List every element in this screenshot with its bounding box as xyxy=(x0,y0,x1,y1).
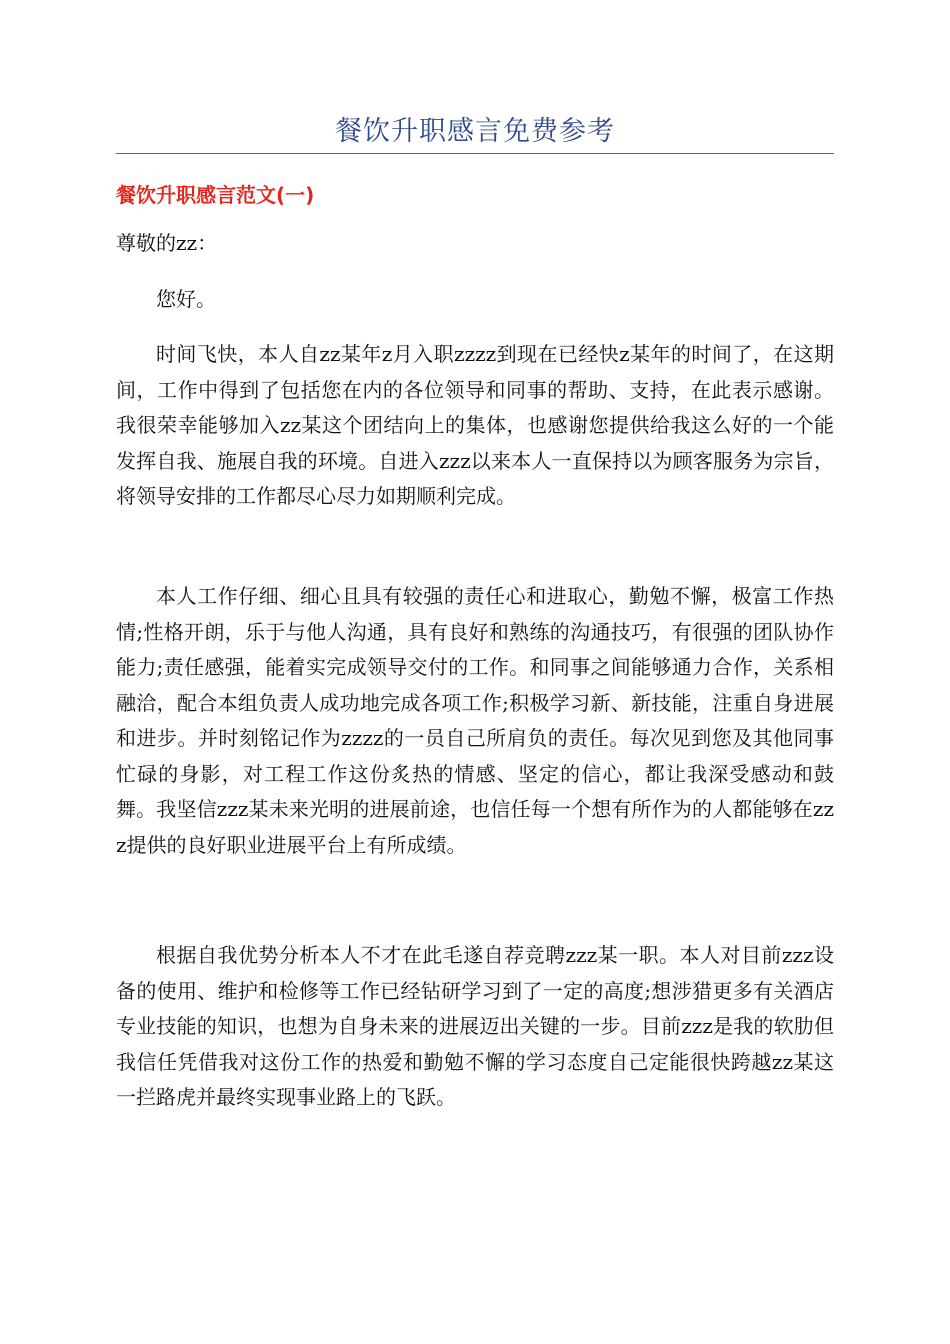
body-paragraph-2: 本人工作仔细、细心且具有较强的责任心和进取心，勤勉不懈，极富工作热情;性格开朗，乐于与他人沟通，具有良好和熟练的沟通技巧，有很强的团队协作能力;责任感强，能着实完成领导交付的工作。和同事之间能够通力合作，关系相融洽，配合本组负责人成功地完成各项工作;积极学习新、新技能，注重自身进展和进步。并时刻铭记作为zzzz的一员自己所肩负的责任。每次见到您及其他同事忙碌的身影，对工程工作这份炙热的情感、坚定的信心，都让我深受感动和鼓舞。我坚信zzz某未来光明的进展前途，也信任每一个想有所作为的人都能够在zzz提供的良好职业进展平台上有所成绩。 xyxy=(116,584,834,857)
title-underline xyxy=(116,153,834,154)
greeting-paragraph: 您好。 xyxy=(156,287,216,311)
document-title: 餐饮升职感言免费参考 xyxy=(335,116,615,147)
salutation: 尊敬的zz： xyxy=(116,231,218,255)
section-heading: 餐饮升职感言范文(一) xyxy=(116,183,315,207)
body-paragraph-1: 时间飞快，本人自zz某年z月入职zzzz到现在已经快z某年的时间了，在这期间，工作中得到了包括您在内的各位领导和同事的帮助、支持，在此表示感谢。我很荣幸能够加入zz某这个团结向上的集体，也感谢您提供给我这么好的一个能发挥自我、施展自我的环境。自进入zzz以来本人一直保持以为顾客服务为宗旨，将领导安排的工作都尽心尽力如期顺利完成。 xyxy=(116,342,834,508)
body-paragraph-3: 根据自我优势分析本人不才在此毛遂自荐竞聘zzz某一职。本人对目前zzz设备的使用、维护和检修等工作已经钻研学习到了一定的高度;想涉猎更多有关酒店专业技能的知识，也想为自身未来的进展迈出关键的一步。目前zzz是我的软肋但我信任凭借我对这份工作的热爱和勤勉不懈的学习态度自己定能很快跨越zz某这一拦路虎并最终实现事业路上的飞跃。 xyxy=(116,943,834,1109)
